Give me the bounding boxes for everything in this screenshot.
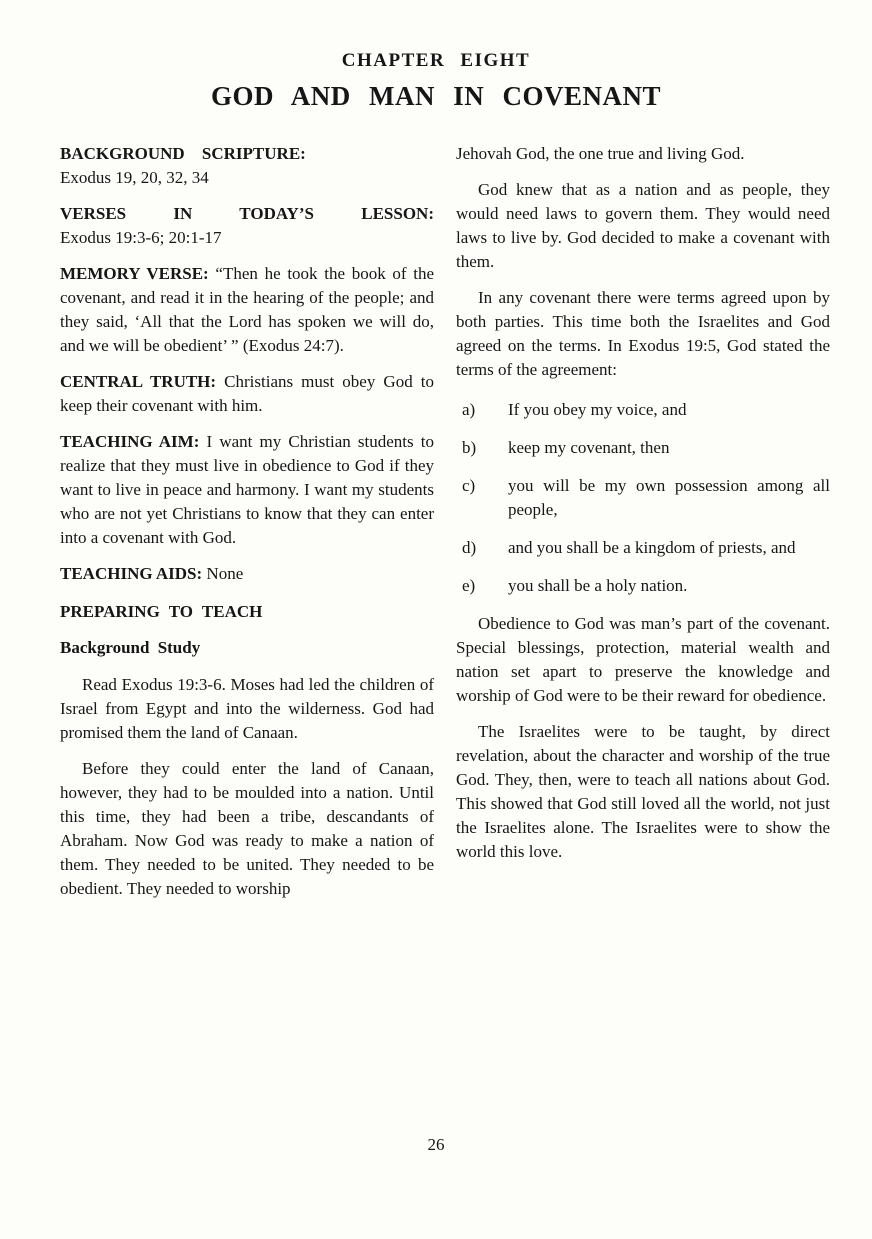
chapter-label: CHAPTER EIGHT	[341, 50, 531, 71]
list-item	[456, 474, 830, 522]
page-title: GOD AND MAN IN COVENANT	[210, 81, 661, 111]
memory-verse-text: “Then he took the book of the covenant, and read it in the hearing of the people; and they said, ‘All that the Lord has spoken we will do, and we will be obedient’ ” (Exodus 24:7).	[60, 264, 435, 355]
teaching-aim-label: TEACHING AIM:	[60, 432, 200, 451]
verses-text: Exodus 19:3-6; 20:1-17	[60, 228, 222, 247]
left-column	[60, 142, 434, 913]
list-item-text: If you obey my voice, and	[508, 400, 687, 419]
preparing-to-teach-heading: PREPARING TO TEACH	[60, 602, 263, 621]
list-item	[456, 536, 830, 560]
list-item-marker: d)	[462, 538, 477, 557]
background-scripture-text: Exodus 19, 20, 32, 34	[60, 168, 209, 187]
verses-block	[60, 202, 434, 250]
list-item-marker: a)	[462, 400, 476, 419]
teaching-aids-text: None	[206, 564, 244, 583]
list-item-text: you shall be a holy nation.	[508, 576, 688, 595]
right-paragraph-israelites-taught: The Israelites were to be taught, by direct revelation, about the character and worship of the true God. They, then, were to teach all nations about God. This showed that God still loved all the world, not just the Israelites alone. The Israelites were to show the world this love.	[456, 722, 830, 861]
covenant-terms-list	[456, 398, 830, 598]
verses-label: VERSES IN TODAY’S LESSON:	[60, 204, 434, 223]
left-paragraph-read-exodus: Read Exodus 19:3-6. Moses had led the children of Israel from Egypt and into the wilderness. God had promised them the land of Canaan.	[60, 675, 434, 742]
right-paragraph-in-any-covenant: In any covenant there were terms agreed upon by both parties. This time both the Israelites and God agreed on the terms. In Exodus 19:5, God stated the terms of the agreement:	[456, 288, 830, 379]
central-truth-label: CENTRAL TRUTH:	[60, 372, 217, 391]
two-column-body	[0, 112, 872, 913]
central-truth-text: Christians must obey God to keep their covenant with him.	[60, 372, 435, 415]
right-paragraph-jehovah-god: Jehovah God, the one true and living God.	[456, 144, 745, 163]
memory-verse-block	[60, 262, 434, 358]
list-item	[456, 436, 830, 460]
list-item-text: keep my covenant, then	[508, 438, 670, 457]
list-item	[456, 398, 830, 422]
background-study-subheading: Background Study	[60, 638, 201, 657]
list-item-text: and you shall be a kingdom of priests, and	[508, 538, 796, 557]
right-paragraph-obedience: Obedience to God was man’s part of the covenant. Special blessings, protection, material wealth and nation set apart to preserve the knowledge and worship of God were to be their reward for obedience.	[456, 614, 830, 705]
teaching-aim-text: I want my Christian students to realize that they must live in obedience to God if they want to live in peace and harmony. I want my students who are not yet Christians to know that they can enter into a covenant with God.	[60, 432, 435, 547]
background-scripture-label: BACKGROUND SCRIPTURE:	[60, 144, 306, 163]
page-number: 26	[427, 1135, 445, 1154]
list-item	[456, 574, 830, 598]
page-header	[0, 0, 872, 112]
teaching-aids-label: TEACHING AIDS:	[60, 564, 203, 583]
background-scripture-block	[60, 142, 434, 190]
list-item-marker: c)	[462, 476, 476, 495]
teaching-aids-block	[60, 562, 434, 586]
teaching-aim-block	[60, 430, 434, 550]
central-truth-block	[60, 370, 434, 418]
left-paragraph-before-they-could: Before they could enter the land of Canaan, however, they had to be moulded into a nation. Until this time, they had been a tribe, descandants of Abraham. Now God was ready to make a nation of them. They needed to be united. They needed to be obedient. They needed to worship	[60, 759, 434, 898]
right-paragraph-god-knew: God knew that as a nation and as people, they would need laws to govern them. They would need laws to live by. God decided to make a covenant with them.	[456, 180, 830, 271]
list-item-text: you will be my own possession among all people,	[508, 476, 830, 519]
memory-verse-label: MEMORY VERSE:	[60, 264, 209, 283]
list-item-marker: b)	[462, 438, 477, 457]
list-item-marker: e)	[462, 576, 476, 595]
right-column	[456, 142, 830, 913]
